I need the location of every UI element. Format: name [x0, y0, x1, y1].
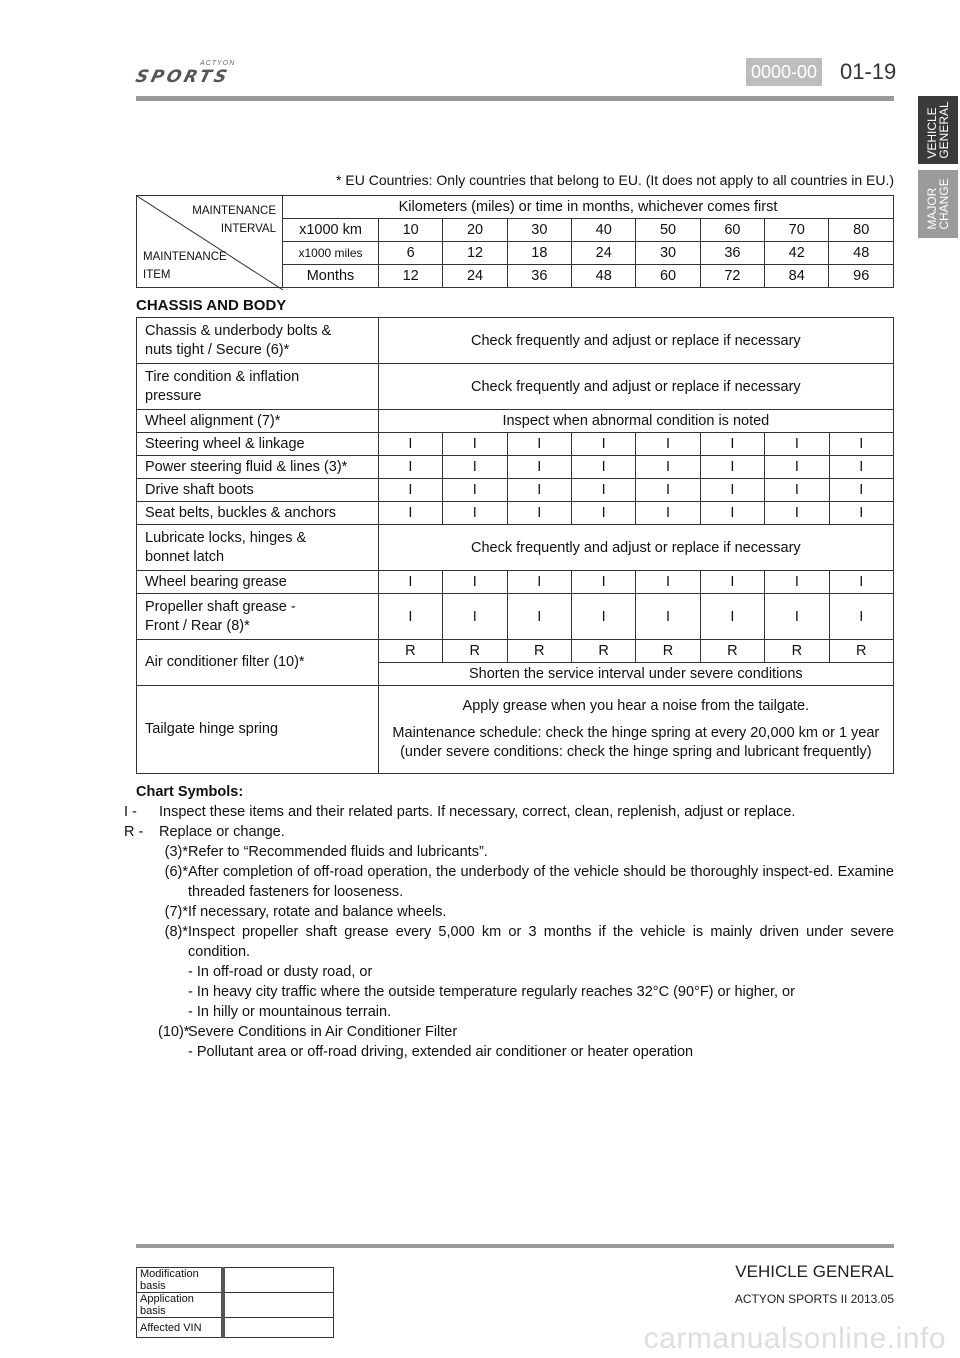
maintenance-item: Tire condition & inflation pressure [137, 364, 379, 410]
table-row [137, 318, 894, 364]
legend-replace [122, 822, 894, 842]
interval-symbol: R [765, 640, 829, 663]
interval-value: 72 [700, 265, 764, 288]
watermark: carmanualsonline.info [643, 1322, 946, 1355]
header-divider [136, 96, 894, 101]
interval-symbol: R [507, 640, 571, 663]
interval-symbol: I [700, 594, 764, 640]
note-text: After completion of off-road operation, the underbody of the vehicle should be thoroughly inspect-ed. Examine threaded fasteners for looseness. [188, 864, 894, 900]
interval-symbol: I [378, 571, 442, 594]
interval-symbol: I [378, 594, 442, 640]
interval-value: 84 [765, 265, 829, 288]
note-8 [122, 922, 894, 962]
interval-symbol: I [507, 571, 571, 594]
page-number: 01-19 [840, 59, 897, 84]
maintenance-item: Steering wheel & linkage [137, 433, 379, 456]
note-text: Refer to “Recommended fluids and lubricants”. [188, 844, 488, 860]
interval-symbol: I [507, 594, 571, 640]
interval-value: 24 [572, 242, 636, 265]
interval-symbol: I [636, 433, 700, 456]
interval-symbol: I [378, 479, 442, 502]
interval-symbol: I [443, 456, 507, 479]
interval-symbol: I [700, 433, 764, 456]
corner-interval-label: MAINTENANCE INTERVAL [192, 205, 276, 235]
maintenance-item: Power steering fluid & lines (3)* [137, 456, 379, 479]
interval-symbol: I [443, 502, 507, 525]
interval-symbol: I [378, 433, 442, 456]
table-row [137, 502, 894, 525]
interval-symbol: I [443, 571, 507, 594]
interval-symbol: I [765, 502, 829, 525]
interval-symbol: I [765, 456, 829, 479]
table-row [137, 686, 894, 774]
affected-vin-value [223, 1318, 334, 1338]
note-number: (3)* [164, 844, 188, 860]
interval-unit: Months [283, 265, 379, 288]
interval-symbol: I [507, 479, 571, 502]
interval-symbol: R [636, 640, 700, 663]
note-text: If necessary, rotate and balance wheels. [188, 904, 447, 920]
maintenance-item: Chassis & underbody bolts & nuts tight / Secure (6)* [137, 318, 379, 364]
condition-note: Inspect when abnormal condition is noted [378, 410, 893, 433]
interval-symbol: I [700, 456, 764, 479]
table-row [137, 410, 894, 433]
interval-symbol: I [636, 571, 700, 594]
table-row [137, 640, 894, 663]
corner-item-label: MAINTENANCE ITEM [143, 251, 227, 281]
footer-divider [136, 1244, 894, 1248]
note-text: Inspect propeller shaft grease every 5,000 km or 3 months if the vehicle is mainly driven under severe condition. [188, 924, 894, 960]
note-6 [122, 862, 894, 902]
interval-symbol: I [636, 594, 700, 640]
interval-symbol: I [636, 502, 700, 525]
maintenance-item: Lubricate locks, hinges & bonnet latch [137, 525, 379, 571]
interval-value: 24 [443, 265, 507, 288]
tab-vehicle-general-label: VEHICLE GENERAL [925, 101, 951, 159]
maintenance-item: Drive shaft boots [137, 479, 379, 502]
footer-title: VEHICLE GENERAL [735, 1262, 894, 1281]
table-row [137, 433, 894, 456]
interval-value: 50 [636, 219, 700, 242]
table-row [137, 571, 894, 594]
note-8-bullet: - In heavy city traffic where the outside temperature regularly reaches 32°C (90°F) or higher, or [188, 984, 795, 1000]
note-3 [122, 842, 894, 862]
interval-symbol: I [700, 502, 764, 525]
interval-symbol: I [829, 502, 893, 525]
maintenance-item: Tailgate hinge spring [137, 686, 379, 774]
interval-symbol: R [700, 640, 764, 663]
tailgate-note [378, 686, 893, 774]
interval-symbol: I [443, 479, 507, 502]
interval-symbol: I [765, 433, 829, 456]
footer-subtitle: ACTYON SPORTS II 2013.05 [734, 1292, 894, 1306]
interval-unit: x1000 km [283, 219, 379, 242]
interval-symbol: I [765, 571, 829, 594]
interval-symbol: I [829, 594, 893, 640]
interval-symbol: I [507, 502, 571, 525]
interval-value: 10 [379, 219, 443, 242]
note-number: (10)* [158, 1024, 190, 1040]
interval-value: 60 [636, 265, 700, 288]
tailgate-note-2: Maintenance schedule: check the hinge spring at every 20,000 km or 1 year (under severe conditions: check the hinge spring and lubricant frequently) [392, 725, 880, 760]
interval-value: 20 [443, 219, 507, 242]
interval-symbol: I [571, 594, 635, 640]
interval-symbol: R [571, 640, 635, 663]
chart-symbols [122, 782, 894, 1062]
interval-corner-cell [137, 196, 283, 288]
interval-value: 48 [572, 265, 636, 288]
severe-condition-note: Shorten the service interval under severe conditions [378, 663, 893, 686]
chassis-body-table [136, 317, 894, 774]
note-number: (7)* [164, 904, 188, 920]
table-row [137, 594, 894, 640]
interval-value: 80 [829, 219, 894, 242]
table-row [137, 456, 894, 479]
interval-value: 36 [700, 242, 764, 265]
table-row [137, 525, 894, 571]
note-10-bullet: - Pollutant area or off-road driving, extended air conditioner or heater operation [188, 1044, 694, 1060]
interval-symbol: I [765, 479, 829, 502]
interval-value: 18 [507, 242, 571, 265]
interval-value: 96 [829, 265, 894, 288]
interval-symbol: R [443, 640, 507, 663]
interval-value: 36 [507, 265, 571, 288]
legend-key: R - [124, 824, 144, 840]
maintenance-item: Propeller shaft grease - Front / Rear (8)* [137, 594, 379, 640]
modification-basis-value [223, 1268, 334, 1293]
legend-text: Replace or change. [159, 824, 285, 840]
interval-symbol: I [571, 571, 635, 594]
affected-vin-label: Affected VIN [137, 1318, 223, 1338]
interval-symbol: I [636, 479, 700, 502]
modification-table [136, 1267, 334, 1338]
interval-value: 40 [572, 219, 636, 242]
interval-value: 30 [507, 219, 571, 242]
brand-logo: SPORTS [133, 67, 232, 87]
application-basis-label: Application basis [137, 1293, 223, 1318]
maintenance-item: Wheel bearing grease [137, 571, 379, 594]
tailgate-note-1: Apply grease when you hear a noise from the tailgate. [462, 698, 810, 714]
eu-countries-note: * EU Countries: Only countries that belong to EU. (It does not apply to all countries in EU.) [336, 172, 894, 188]
legend-text: Inspect these items and their related parts. If necessary, correct, clean, replenish, adjust or replace. [159, 804, 796, 820]
interval-symbol: I [829, 433, 893, 456]
check-note: Check frequently and adjust or replace if necessary [378, 318, 893, 364]
chart-symbols-title: Chart Symbols: [136, 784, 244, 800]
interval-symbol: I [443, 594, 507, 640]
interval-value: 42 [765, 242, 829, 265]
note-10 [122, 1022, 894, 1042]
check-note: Check frequently and adjust or replace if necessary [378, 364, 893, 410]
interval-value: 6 [379, 242, 443, 265]
interval-value: 12 [379, 265, 443, 288]
tab-vehicle-general[interactable] [918, 96, 958, 164]
maintenance-item: Air conditioner filter (10)* [137, 640, 379, 686]
logo-subtitle: ACTYON [200, 60, 236, 67]
interval-value: 12 [443, 242, 507, 265]
interval-symbol: I [829, 571, 893, 594]
check-note: Check frequently and adjust or replace if necessary [378, 525, 893, 571]
note-number: (8)* [164, 924, 188, 940]
interval-symbol: I [636, 456, 700, 479]
tab-major-change-label: MAJOR CHANGE [925, 178, 951, 230]
interval-symbol: I [829, 456, 893, 479]
modification-basis-label: Modification basis [137, 1268, 223, 1293]
interval-symbol: I [378, 502, 442, 525]
interval-unit: x1000 miles [283, 242, 379, 265]
maintenance-item: Seat belts, buckles & anchors [137, 502, 379, 525]
note-text: Severe Conditions in Air Conditioner Filter [188, 1024, 458, 1040]
interval-symbol: I [571, 433, 635, 456]
note-8-bullet: - In hilly or mountainous terrain. [188, 1004, 392, 1020]
interval-symbol: I [700, 479, 764, 502]
table-row [137, 364, 894, 410]
interval-symbol: I [829, 479, 893, 502]
interval-value: 30 [636, 242, 700, 265]
interval-title: Kilometers (miles) or time in months, whichever comes first [283, 196, 894, 219]
tab-major-change[interactable] [918, 170, 958, 238]
interval-value: 48 [829, 242, 894, 265]
interval-symbol: R [378, 640, 442, 663]
interval-symbol: I [507, 456, 571, 479]
interval-symbol: I [571, 456, 635, 479]
maintenance-interval-table [136, 195, 894, 288]
interval-symbol: I [700, 571, 764, 594]
interval-symbol: I [378, 456, 442, 479]
interval-value: 70 [765, 219, 829, 242]
note-8-bullet: - In off-road or dusty road, or [188, 964, 373, 980]
interval-value: 60 [700, 219, 764, 242]
table-row [137, 479, 894, 502]
section-title: CHASSIS AND BODY [136, 297, 287, 314]
interval-symbol: I [507, 433, 571, 456]
note-7 [122, 902, 894, 922]
interval-symbol: I [571, 479, 635, 502]
interval-symbol: I [571, 502, 635, 525]
legend-key: I - [124, 804, 137, 820]
section-code-badge: 0000-00 [746, 58, 822, 86]
legend-inspect [122, 802, 894, 822]
interval-symbol: R [829, 640, 893, 663]
note-number: (6)* [164, 864, 188, 880]
maintenance-item: Wheel alignment (7)* [137, 410, 379, 433]
interval-symbol: I [765, 594, 829, 640]
interval-symbol: I [443, 433, 507, 456]
application-basis-value [223, 1293, 334, 1318]
